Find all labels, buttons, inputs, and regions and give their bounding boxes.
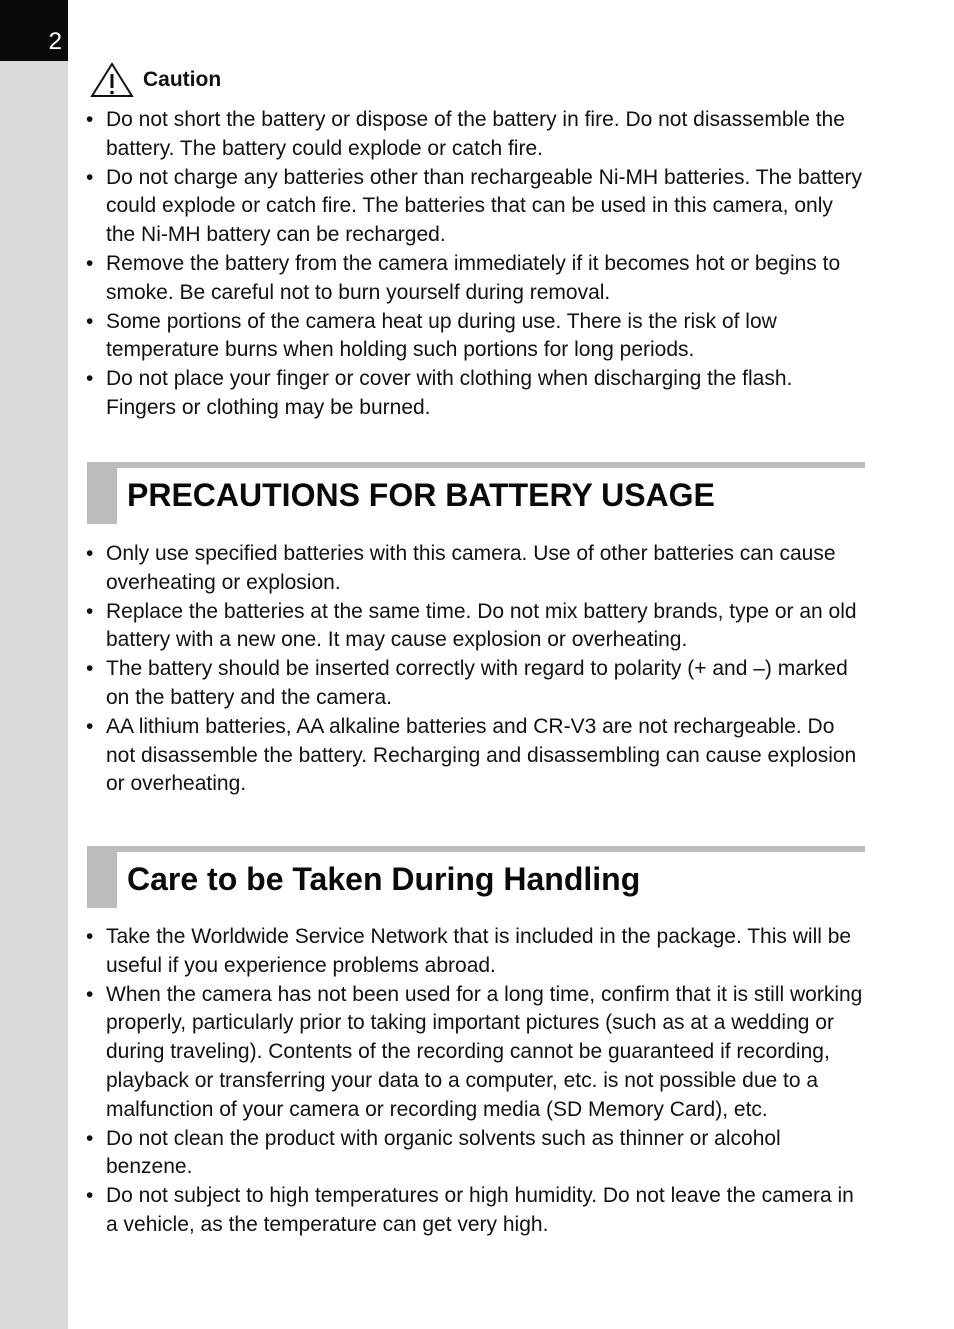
bullet: • — [86, 1184, 94, 1208]
list-item-text: Do not short the battery or dispose of the battery in fire. Do not disassemble the battery. The battery could explode or catch fire. — [106, 108, 845, 160]
list-item-text: Replace the batteries at the same time. Do not mix battery brands, type or an old battery with a new one. It may cause explosion or overheating. — [106, 599, 857, 652]
bullet: • — [86, 309, 94, 333]
section-title: PRECAUTIONS FOR BATTERY USAGE — [127, 477, 715, 513]
caution-heading — [90, 62, 221, 98]
bullet: • — [86, 165, 94, 189]
bullet: • — [86, 251, 94, 275]
list-item-text: Do not place your finger or cover with clothing when discharging the flash. Fingers or clothing may be burned. — [106, 367, 793, 419]
list-item-text: Only use specified batteries with this camera. Use of other batteries can cause overheating or explosion. — [106, 542, 836, 594]
bullet: • — [86, 714, 94, 738]
list-item — [86, 164, 866, 250]
list-item — [86, 308, 866, 366]
list-item-text: Take the Worldwide Service Network that is included in the package. This will be useful if you experience problems abroad. — [106, 925, 852, 977]
list-item — [86, 981, 866, 1125]
bullet: • — [86, 657, 94, 681]
header-bar-left — [87, 846, 117, 908]
bullet: • — [86, 925, 94, 948]
list-item — [86, 250, 866, 308]
bullet: • — [86, 982, 94, 1006]
caution-label: Caution — [143, 68, 222, 91]
list-item-text: Do not clean the product with organic solvents such as thinner or alcohol benzene. — [106, 1126, 781, 1179]
page-number: 2 — [0, 0, 68, 61]
list-item-text: Remove the battery from the camera immediately if it becomes hot or begins to smoke. Be careful not to burn yourself during removal. — [106, 251, 841, 304]
list-item — [86, 365, 866, 423]
list-item — [86, 1182, 866, 1240]
bullet: • — [86, 108, 94, 131]
handling-section-header — [87, 846, 865, 908]
list-item — [86, 106, 866, 164]
list-item-text: Do not subject to high temperatures or high humidity. Do not leave the camera in a vehicle, as the temperature can get very high. — [106, 1184, 854, 1236]
side-strip — [0, 0, 68, 1329]
list-item-text: AA lithium batteries, AA alkaline batteries and CR-V3 are not rechargeable. Do not disassemble the battery. Recharging and disassembling can cause explosion or overheating. — [106, 714, 857, 796]
list-item — [86, 540, 866, 598]
battery-section-header — [87, 462, 865, 524]
section-title: Care to be Taken During Handling — [127, 861, 641, 897]
warning-triangle-icon — [90, 62, 134, 98]
header-bar-left — [87, 462, 117, 524]
list-item-text: When the camera has not been used for a long time, confirm that it is still working properly, particularly prior to taking important pictures (such as at a wedding or during traveling). Contents of the recording cannot be guaranteed if recording, playback or transferring your data to a computer, etc. is not possible due to a malfunction of your camera or recording media (SD Memory Card), etc. — [106, 982, 863, 1121]
bullet: • — [86, 599, 94, 623]
list-item — [86, 923, 866, 981]
handling-list — [86, 923, 866, 1240]
bullet: • — [86, 1126, 94, 1150]
bullet: • — [86, 367, 94, 391]
caution-list — [86, 106, 866, 423]
battery-list — [86, 540, 866, 799]
header-bar-top — [87, 462, 865, 468]
list-item-text: Some portions of the camera heat up during use. There is the risk of low temperature burns when holding such portions for long periods. — [106, 309, 777, 362]
list-item — [86, 598, 866, 656]
list-item — [86, 713, 866, 799]
list-item-text: The battery should be inserted correctly with regard to polarity (+ and –) marked on the battery and the camera. — [106, 657, 848, 709]
header-bar-top — [87, 846, 865, 852]
bullet: • — [86, 542, 94, 565]
list-item — [86, 1125, 866, 1183]
list-item — [86, 655, 866, 713]
list-item-text: Do not charge any batteries other than rechargeable Ni-MH batteries. The battery could explode or catch fire. The batteries that can be used in this camera, only the Ni-MH battery can be recharged. — [106, 165, 863, 247]
